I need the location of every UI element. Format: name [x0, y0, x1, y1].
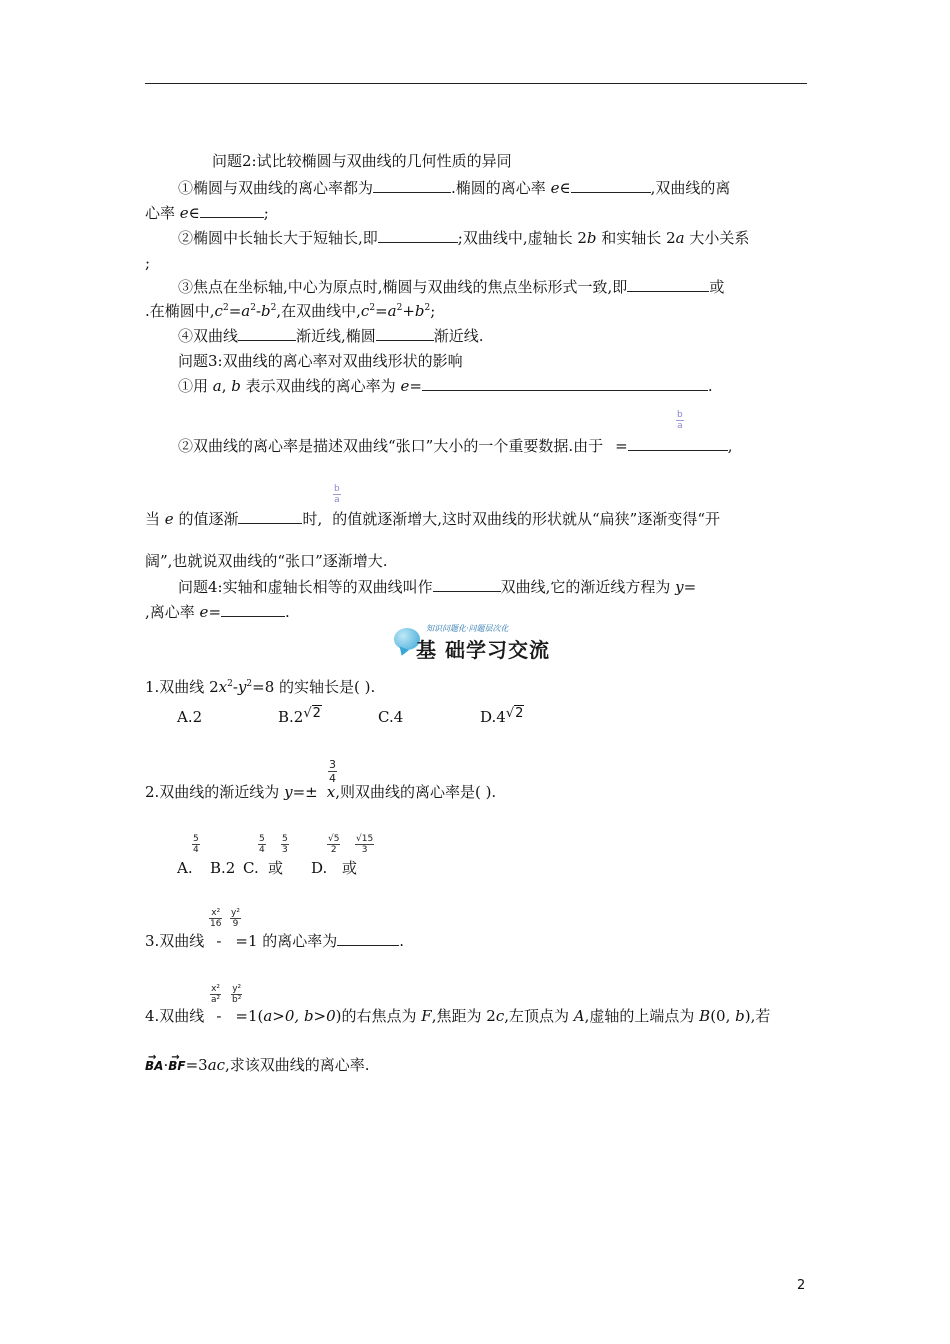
frac-3-over-4: $\frac{3}{4}$ [329, 758, 336, 785]
header-rule [145, 83, 807, 84]
q3-line4: 阔”,也就说双曲线的“张口”逐渐增大. [145, 552, 388, 570]
exercise-4-stem: 4.双曲线 - =1(a>0, b>0)的右焦点为 F,焦距为 2c,左顶点为 A,虚轴的上端点为 B(0, b),若 [145, 1007, 771, 1025]
q3-line2: ②双曲线的离心率是描述双曲线“张口”大小的一个重要数据.由于 = , [178, 437, 733, 455]
exercise-2-stem: 2.双曲线的渐近线为 y=± x,则双曲线的离心率是( ). [145, 783, 497, 801]
exercise-2-or-2: 或 [342, 859, 358, 877]
q4-line2: ,离心率 e= . [145, 603, 290, 621]
q3-line1: ①用 a, b 表示双曲线的离心率为 e= . [178, 377, 713, 395]
frac-b-over-a-2: $\frac{b}{a}$ [334, 484, 340, 505]
frac-a: $\frac{5}{4}$ [193, 834, 199, 855]
section-banner [394, 620, 564, 662]
frac-b-over-a-1: $\frac{b}{a}$ [677, 410, 683, 431]
frac-y2-9: $\frac{\text{y²}}{9}$ [231, 908, 240, 929]
frac-c1: $\frac{5}{4}$ [259, 834, 265, 855]
q3-title: 问题3:双曲线的离心率对双曲线形状的影响 [178, 352, 463, 370]
q3-line3: 当 e 的值逐渐 时, 的值就逐渐增大,这时双曲线的形状就从“扁狭”逐渐变得“开 [145, 510, 721, 528]
q4-line1: 问题4:实轴和虚轴长相等的双曲线叫作 双曲线,它的渐近线方程为 y= [178, 578, 697, 596]
exercise-1-stem: 1.双曲线 $2x^2-y^2=8$ 的实轴长是( ). [145, 678, 376, 696]
frac-y2-b2: $\frac{\text{y²}}{\text{b²}}$ [232, 984, 242, 1005]
page-number: 2 [797, 1278, 806, 1293]
frac-x2-16: $\frac{\text{x²}}{16}$ [210, 908, 222, 929]
exercise-4-line2: → BA·→ BF=3ac,求该双曲线的离心率. [145, 1055, 370, 1076]
banner-subtitle: 知识问题化·问题层次化 [426, 624, 509, 633]
q2-line5: ③焦点在坐标轴,中心为原点时,椭圆与双曲线的焦点坐标形式一致,即 或 [178, 278, 725, 296]
exercise-1-option-d[interactable]: D.4√2 [480, 706, 524, 726]
exercise-2-or-1: 或 [268, 859, 284, 877]
q2-line6: .在椭圆中$,c^2=a^2-b^2$,在双曲线中$,c^2=a^2+b^2$; [145, 302, 436, 320]
exercise-2-option-c[interactable]: C. [243, 859, 259, 877]
frac-c2: $\frac{5}{3}$ [282, 834, 288, 855]
banner-title: 基 础学习交流 [416, 638, 550, 662]
exercise-1-option-b[interactable]: B.2√2 [278, 706, 321, 726]
q2-line4: ; [145, 254, 151, 272]
frac-d1: $\frac{√5}{2}$ [328, 834, 340, 855]
q2-line7: ④双曲线 渐近线,椭圆 渐近线. [178, 327, 484, 345]
q2-line2: 心率 e∈ ; [145, 204, 269, 222]
q2-line3: ②椭圆中长轴长大于短轴长,即 ;双曲线中,虚轴长 2b 和实轴长 2a 大小关系 [178, 229, 750, 247]
exercise-2-option-b[interactable]: B.2 [210, 859, 236, 877]
q2-line1: ①椭圆与双曲线的离心率都为 .椭圆的离心率 e∈ ,双曲线的离 [178, 179, 731, 197]
exercise-1-option-c[interactable]: C.4 [378, 708, 404, 726]
frac-d2: $\frac{√15}{3}$ [356, 834, 374, 855]
exercise-2-option-a[interactable]: A. [177, 859, 193, 877]
exercise-2-option-d[interactable]: D. [311, 859, 328, 877]
exercise-1-option-a[interactable]: A.2 [177, 708, 203, 726]
frac-x2-a2: $\frac{\text{x²}}{\text{a²}}$ [211, 984, 221, 1005]
exercise-3-stem: 3.双曲线 - =1 的离心率为 . [145, 932, 405, 950]
q2-title: 问题2:试比较椭圆与双曲线的几何性质的异同 [212, 152, 512, 170]
